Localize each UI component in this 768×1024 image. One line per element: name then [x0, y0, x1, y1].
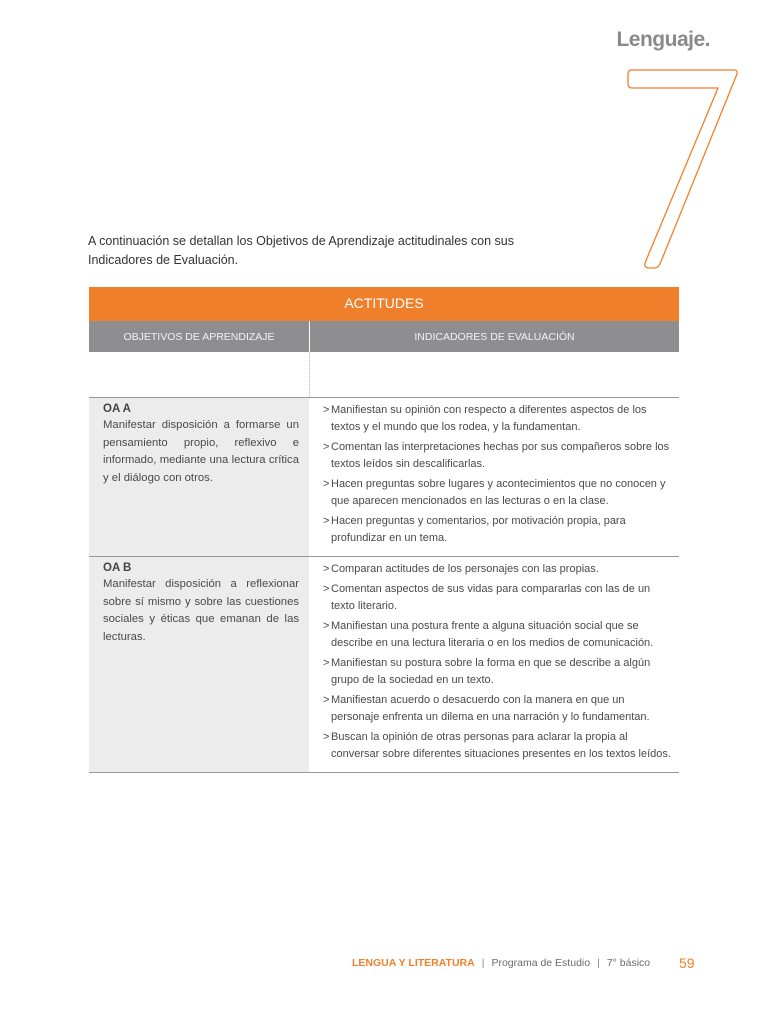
objective-code: OA A: [103, 403, 131, 415]
footer-grade: 7° básico: [606, 957, 651, 969]
objective-cell: [89, 557, 309, 772]
page-number: 59: [679, 955, 695, 971]
indicator-item: > Hacen preguntas y comentarios, por motivación propia, para profundizar en un tema.: [323, 515, 626, 544]
table-row: [89, 398, 679, 557]
objective-text: Manifestar disposición a reflexionar sobre sí mismo y sobre las cuestiones sociales y éticas que emanan de las lecturas.: [103, 578, 299, 643]
attitudes-table: [89, 287, 679, 773]
objective-text: Manifestar disposición a formarse un pensamiento propio, reflexivo e informado, mediante una lectura crítica y el diálogo con otros.: [103, 419, 299, 484]
indicator-item: > Manifiestan su opinión con respecto a diferentes aspectos de los textos y el mundo que los rodea, y la fundamentan.: [323, 404, 647, 433]
indicator-item: > Hacen preguntas sobre lugares y acontecimientos que no conocen y que aparecen mencionados en las lecturas o en la clase.: [323, 478, 666, 507]
indicator-item: > Manifiestan su postura sobre la forma en que se describe a algún grupo de la sociedad en un texto.: [323, 657, 651, 686]
indicator-item: > Comentan las interpretaciones hechas por sus compañeros sobre los textos leídos sin descalificarlas.: [323, 441, 670, 470]
objective-cell: [89, 398, 309, 556]
page-footer: LENGUA Y LITERATURA | Programa de Estudio | 7° básico: [352, 957, 651, 969]
objective-code: OA B: [103, 562, 132, 574]
table-column-headers: [89, 321, 679, 352]
table-row: [89, 557, 679, 773]
table-title: ACTITUDES: [89, 287, 679, 321]
footer-subject: LENGUA Y LITERATURA: [352, 957, 475, 969]
footer-program: Programa de Estudio: [491, 957, 591, 969]
table-spacer-row: [89, 352, 679, 398]
indicator-item: > Manifiestan una postura frente a alguna situación social que se describe en una lectura literaria o en los medios de comunicación.: [323, 620, 654, 649]
indicator-item: > Comentan aspectos de sus vidas para compararlas con las de un texto literario.: [323, 583, 651, 612]
indicator-item: > Comparan actitudes de los personajes con las propias.: [323, 563, 599, 575]
indicator-item: > Manifiestan acuerdo o desacuerdo con la manera en que un personaje enfrenta un dilema en una narración y lo fundamentan.: [323, 694, 650, 723]
indicators-cell: [309, 557, 679, 772]
column-header-indicators: INDICADORES DE EVALUACIÓN: [414, 330, 575, 343]
indicator-item: > Buscan la opinión de otras personas para aclarar la propia al conversar sobre diferentes situaciones presentes en los textos leídos.: [323, 731, 671, 760]
column-header-objectives: OBJETIVOS DE APRENDIZAJE: [89, 321, 310, 352]
chapter-number-seven-graphic: [620, 64, 744, 272]
intro-paragraph: A continuación se detallan los Objetivos de Aprendizaje actitudinales con sus Indicadores de Evaluación.: [88, 234, 514, 267]
page-header-title: Lenguaje.: [616, 28, 710, 51]
indicators-cell: [309, 398, 679, 556]
